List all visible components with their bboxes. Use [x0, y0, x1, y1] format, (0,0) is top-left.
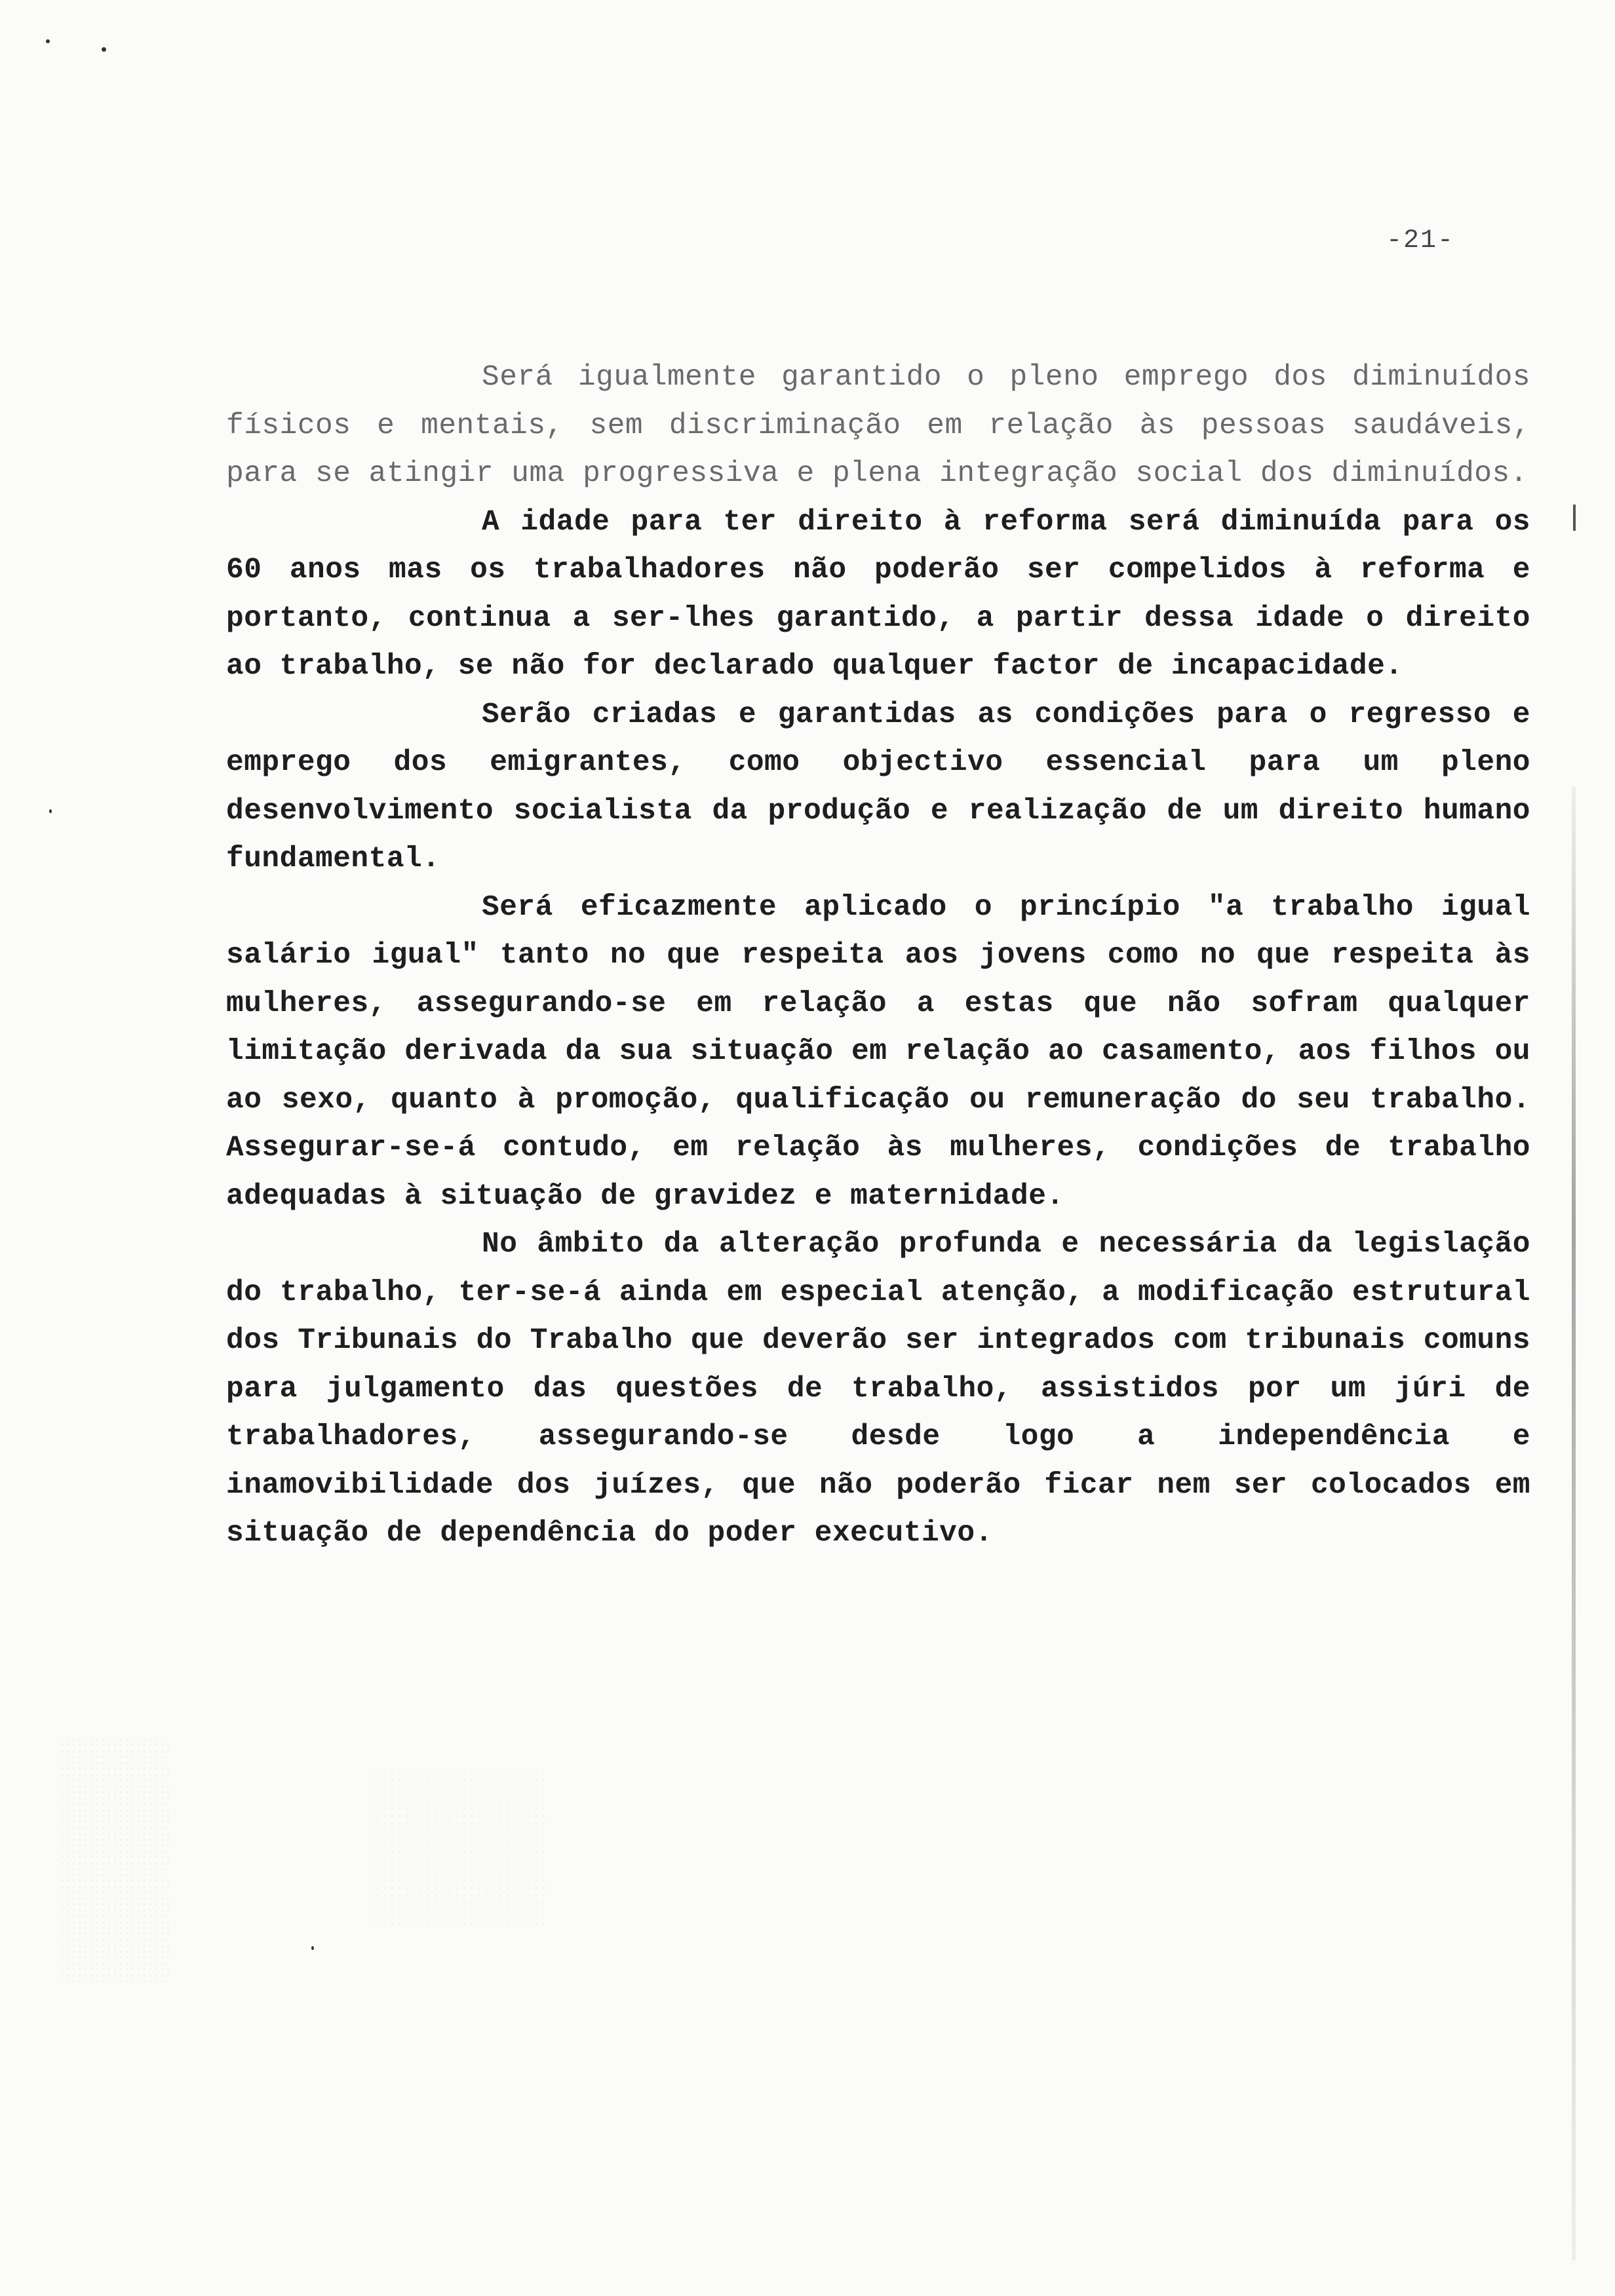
scan-speck [46, 39, 50, 43]
scan-edge-shadow [1572, 786, 1576, 2261]
paragraph-labour-courts: No âmbito da alteração profunda e necessária da legislação do trabalho, ter-se-á ainda em especial atenção, a modificação estrutural dos Tribunais do Trabalho que deverão ser integrados com tribunais comuns para julgamento das questões de trabalho, assistidos por um júri de trabalhadores, assegurando-se desde logo a independência e inamovibilidade dos juízes, que não poderão ficar nem ser colocados em situação de dependência do poder executivo. [226, 1228, 1530, 1550]
paragraph-retirement-age: A idade para ter direito à reforma será diminuída para os 60 anos mas os trabalhadores não poderão ser compelidos à reforma e portanto, continua a ser-lhes garantido, a partir dessa idade o direito ao trabalho, se não for declarado qualquer factor de incapacidade. [226, 505, 1530, 683]
page-number: -21- [1386, 226, 1455, 256]
scan-grain [59, 1736, 170, 1985]
paragraph-disabled-employment: Será igualmente garantido o pleno emprego dos diminuídos físicos e mentais, sem discriminação em relação às pessoas saudáveis, para se atingir uma progressiva e plena integração social dos diminuídos. [226, 361, 1530, 490]
document-body [226, 354, 1530, 1558]
margin-mark [1573, 505, 1576, 531]
scan-speck [311, 1946, 314, 1950]
paragraph-equal-pay: Será eficazmente aplicado o princípio "a trabalho igual salário igual" tanto no que respeita aos jovens como no que respeita às mulheres, assegurando-se em relação a estas que não sofram qualquer limitação derivada da sua situação em relação ao casamento, aos filhos ou ao sexo, quanto à promoção, qualificação ou remuneração do seu trabalho. Assegurar-se-á contudo, em relação às mulheres, condições de trabalho adequadas à situação de gravidez e maternidade. [226, 890, 1530, 1213]
paragraph-emigrants-return: Serão criadas e garantidas as condições para o regresso e emprego dos emigrantes, como objectivo essencial para um pleno desenvolvimento socialista da produção e realização de um direito humano fundamental. [226, 698, 1530, 875]
scan-speck [102, 47, 106, 52]
scan-grain [367, 1769, 551, 1926]
scan-speck [49, 809, 52, 813]
